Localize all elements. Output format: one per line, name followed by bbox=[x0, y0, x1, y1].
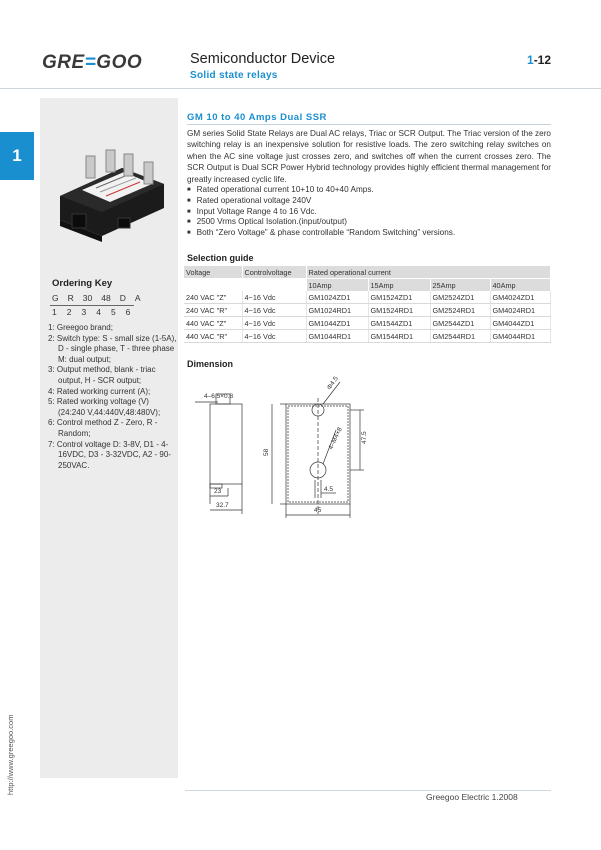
feature-item: ■ Both “Zero Voltage” & phase controllable “Random Switching” versions. bbox=[187, 228, 551, 239]
label-47-5: 47.5 bbox=[361, 431, 368, 444]
product-title: GM 10 to 40 Amps Dual SSR bbox=[187, 112, 327, 123]
product-photo bbox=[52, 138, 170, 248]
label-58: 58 bbox=[263, 448, 270, 456]
code-part: R bbox=[67, 293, 74, 303]
table-cell: 440 VAC "R" bbox=[184, 330, 242, 343]
table-cell: GM1024ZD1 bbox=[306, 291, 368, 304]
table-cell: GM4044ZD1 bbox=[490, 317, 551, 330]
col-header-40a: 40Amp bbox=[490, 279, 551, 292]
selection-guide-title: Selection guide bbox=[187, 253, 254, 263]
col-header-voltage: Voltage bbox=[184, 266, 242, 279]
code-number: 4 bbox=[96, 307, 101, 317]
legend-item: 1: Greegoo brand; bbox=[48, 323, 113, 332]
table-cell: 240 VAC "Z" bbox=[184, 291, 242, 304]
code-underline bbox=[50, 305, 134, 306]
table-cell: GM1524RD1 bbox=[368, 304, 430, 317]
dimension-drawing bbox=[190, 372, 570, 522]
chapter-tab[interactable]: 1 bbox=[0, 132, 34, 180]
footer-text: Greegoo Electric 1.2008 bbox=[426, 792, 518, 802]
col-header-10a: 10Amp bbox=[306, 279, 368, 292]
header-divider bbox=[0, 88, 601, 89]
feature-item: ■ 2500 Vrms Optical Isolation.(input/output) bbox=[187, 217, 551, 228]
brand-logo: GRE=GOO bbox=[42, 52, 143, 73]
dimension-title: Dimension bbox=[187, 359, 234, 369]
footer-divider bbox=[185, 790, 551, 791]
table-cell: 240 VAC "R" bbox=[184, 304, 242, 317]
col-header-15a: 15Amp bbox=[368, 279, 430, 292]
table-cell: GM2544ZD1 bbox=[430, 317, 490, 330]
table-row bbox=[184, 317, 551, 330]
code-part: D bbox=[119, 293, 126, 303]
label-phi-4-5: Φ4.5 bbox=[325, 375, 340, 392]
table-cell: GM1044RD1 bbox=[306, 330, 368, 343]
feature-list bbox=[187, 185, 551, 239]
table-row bbox=[184, 291, 551, 304]
table-cell: GM4024RD1 bbox=[490, 304, 551, 317]
code-number: 6 bbox=[125, 307, 131, 317]
table-cell: GM1524ZD1 bbox=[368, 291, 430, 304]
legend-item: 2: Switch type: S - small size (1-5A), D - single phase, T - three phase M: dual output; bbox=[48, 333, 177, 364]
label-23: 23 bbox=[214, 488, 222, 495]
ordering-code bbox=[52, 293, 150, 303]
feature-item: ■ Rated operational voltage 240V bbox=[187, 196, 551, 207]
table-cell: GM1544RD1 bbox=[368, 330, 430, 343]
table-cell: GM4024ZD1 bbox=[490, 291, 551, 304]
label-holes: 4–6.5×0.8 bbox=[204, 393, 234, 400]
table-cell: GM2544RD1 bbox=[430, 330, 490, 343]
code-number: 2 bbox=[66, 307, 72, 317]
page-number: 1-12 bbox=[527, 53, 552, 67]
code-part: G bbox=[52, 293, 59, 303]
table-row bbox=[184, 304, 551, 317]
col-header-current: Rated operational current bbox=[306, 266, 551, 279]
legend-item: 6: Control method Z - Zero, R - Random; bbox=[48, 418, 158, 438]
table-cell: 4~16 Vdc bbox=[242, 291, 306, 304]
table-row bbox=[184, 330, 551, 343]
table-cell: 4~16 Vdc bbox=[242, 317, 306, 330]
legend-item: 4: Rated working current (A); bbox=[48, 386, 151, 396]
table-cell: 4~16 Vdc bbox=[242, 304, 306, 317]
label-4-5: 4.5 bbox=[324, 486, 334, 493]
legend-item: 5: Rated working voltage (V) (24:240 V,44:440V,48:480V); bbox=[48, 397, 161, 417]
table-cell: GM2524ZD1 bbox=[430, 291, 490, 304]
legend-item: 7: Control voltage D: 3-8V, D1 - 4-16VDC, D3 - 3-32VDC, A2 - 90-250VAC. bbox=[48, 439, 171, 470]
table-cell: 440 VAC "Z" bbox=[184, 317, 242, 330]
col-header-25a: 25Amp bbox=[430, 279, 490, 292]
code-number: 5 bbox=[110, 307, 116, 317]
ordering-legend bbox=[48, 323, 178, 471]
code-number: 1 bbox=[52, 307, 57, 317]
code-part: A bbox=[134, 293, 141, 303]
ordering-numbers bbox=[52, 307, 140, 317]
legend-item: 3: Output method, blank - triac output, H - SCR output; bbox=[48, 365, 156, 385]
website-url[interactable]: http://www.greegoo.com bbox=[6, 714, 15, 795]
table-cell: GM1024RD1 bbox=[306, 304, 368, 317]
section-title: Semiconductor Device bbox=[190, 51, 336, 67]
label-m4: 4–M4×8 bbox=[327, 426, 344, 451]
table-cell: GM2524RD1 bbox=[430, 304, 490, 317]
section-subtitle: Solid state relays bbox=[190, 70, 278, 81]
selection-guide-table bbox=[184, 266, 551, 343]
table-cell: GM1044ZD1 bbox=[306, 317, 368, 330]
ordering-key-title: Ordering Key bbox=[52, 278, 113, 289]
table-cell: GM1544ZD1 bbox=[368, 317, 430, 330]
feature-item: ■ Rated operational current 10+10 to 40+40 Amps. bbox=[187, 185, 551, 196]
feature-item: ■ Input Voltage Range 4 to 16 Vdc. bbox=[187, 207, 551, 218]
table-cell: GM4044RD1 bbox=[490, 330, 551, 343]
title-divider bbox=[187, 124, 551, 125]
col-header-control-voltage: Controlvoltage bbox=[242, 266, 306, 279]
product-description: GM series Solid State Relays are Dual AC relays, Triac or SCR Output. The Triac version of the zero switching relay is an inexpensive solution for resistive loads. The zero switching relay switches on when the AC sine voltage just crosses zero, and switches off when the current crosses zero. The SCR Output is Dual SCR Power Hybrid technology provides highly efficient thermal management for greatly increased cyclic life. bbox=[187, 129, 551, 184]
code-part: 48 bbox=[101, 293, 111, 303]
code-part: 30 bbox=[82, 293, 93, 303]
label-32-7: 32.7 bbox=[216, 502, 229, 509]
label-45: 45 bbox=[314, 507, 322, 514]
code-number: 3 bbox=[81, 307, 87, 317]
table-cell: 4~16 Vdc bbox=[242, 330, 306, 343]
